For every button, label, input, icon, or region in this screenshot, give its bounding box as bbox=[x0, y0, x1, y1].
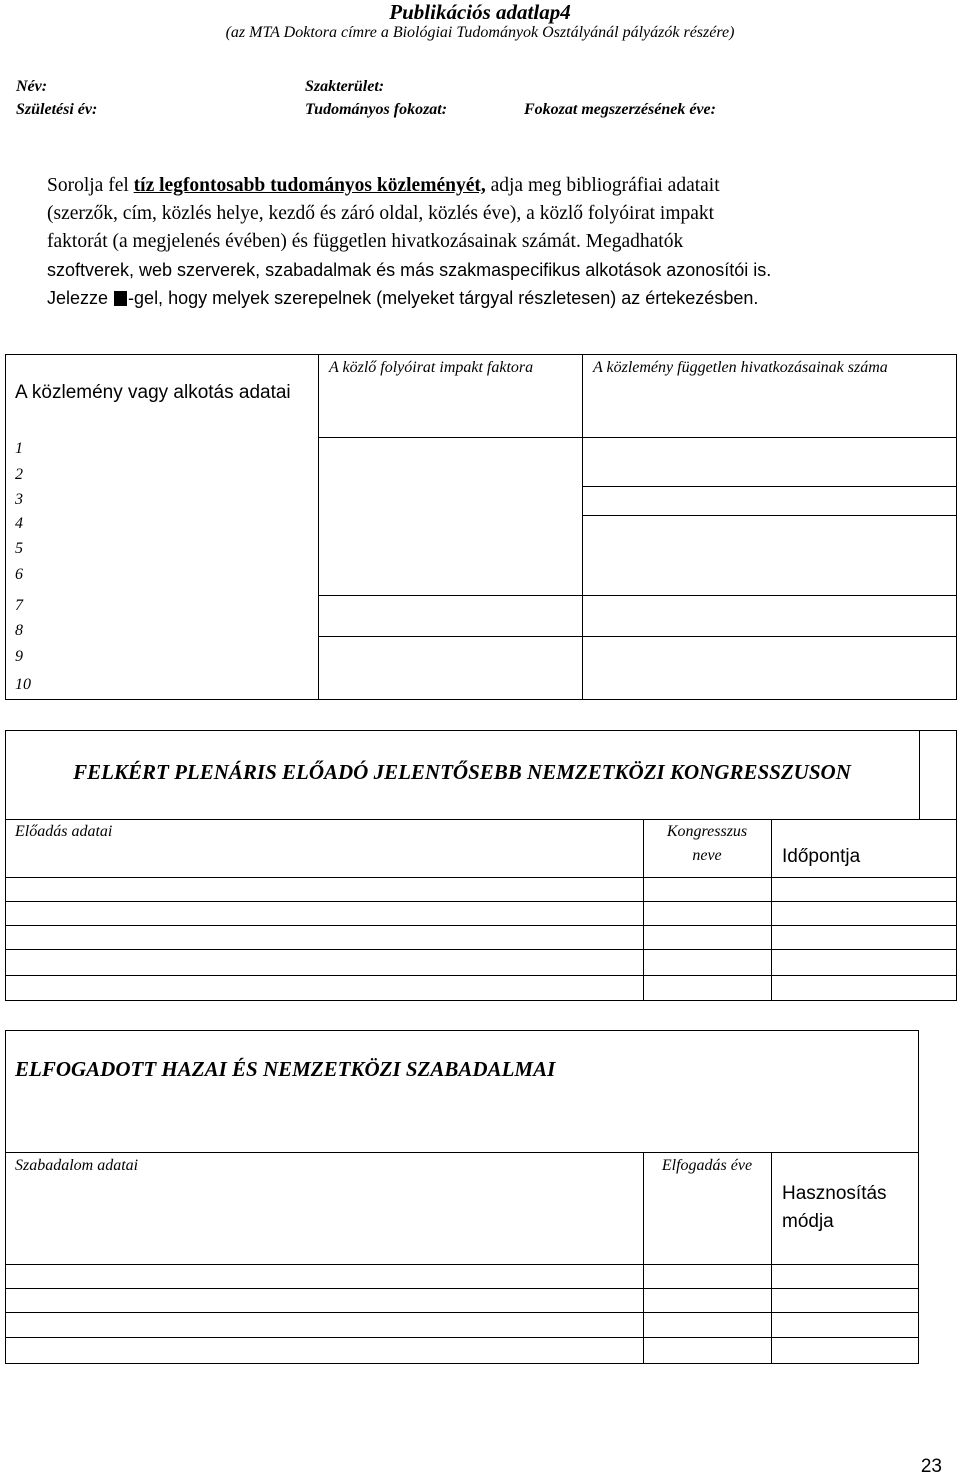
instructions-line-3: faktorát (a megjelenés évében) és független hivatkozásainak számát. Megadhatók bbox=[47, 231, 684, 252]
congress-name-header: Kongresszus neve bbox=[666, 823, 748, 864]
table-row-number: 10 bbox=[15, 676, 31, 693]
field-label: Szakterület: bbox=[305, 78, 385, 95]
publication-data-header: A közlemény vagy alkotás adatai bbox=[15, 382, 291, 403]
utilization-header: Hasznosítás módja bbox=[782, 1183, 887, 1232]
patents-title: ELFOGADOTT HAZAI ÉS NEMZETKÖZI SZABADALMAI bbox=[15, 1057, 556, 1081]
instructions-line-1: Sorolja fel tíz legfontosabb tudományos közleményét, adja meg bibliográfiai adatait bbox=[47, 175, 720, 196]
birth-year-label: Születési év: bbox=[16, 101, 98, 118]
instructions bbox=[47, 172, 927, 312]
table-row-number: 2 bbox=[15, 466, 23, 483]
page-title: Publikációs adatlap4 bbox=[389, 0, 571, 24]
degree-label: Tudományos fokozat: bbox=[305, 101, 448, 118]
degree-year-label: Fokozat megszerzésének éve: bbox=[524, 101, 716, 118]
table-row-number: 7 bbox=[15, 597, 23, 614]
patent-data-header: Szabadalom adatai bbox=[15, 1157, 139, 1174]
table-row-number: 8 bbox=[15, 622, 23, 639]
page-subtitle: (az MTA Doktora címre a Biológiai Tudományok Osztályánál pályázók részére) bbox=[225, 24, 735, 41]
lectures-title: FELKÉRT PLENÁRIS ELŐADÓ JELENTŐSEBB NEMZETKÖZI KONGRESSZUSON bbox=[73, 760, 851, 784]
lecture-data-header: Előadás adatai bbox=[15, 823, 113, 840]
name-label: Név: bbox=[16, 78, 48, 95]
table-row-number: 4 bbox=[15, 515, 23, 532]
impact-factor-header: A közlő folyóirat impakt faktora bbox=[329, 359, 534, 376]
table-row-number: 3 bbox=[15, 491, 23, 508]
instructions-line-2: (szerzők, cím, közlés helye, kezdő és záró oldal, közlés éve), a közlő folyóirat impakt bbox=[47, 203, 715, 224]
citations-header: A közlemény független hivatkozásainak száma bbox=[593, 359, 888, 376]
table-row-number: 1 bbox=[15, 440, 23, 457]
instructions-line-4: szoftverek, web szerverek, szabadalmak és más szakmaspecifikus alkotások azonosítói is. bbox=[47, 260, 772, 280]
acceptance-year-header: Elfogadás éve bbox=[661, 1157, 753, 1174]
page-number: 23 bbox=[920, 1456, 942, 1477]
instructions-emphasis: tíz legfontosabb tudományos közleményét, bbox=[133, 175, 486, 196]
table-row-number: 5 bbox=[15, 540, 23, 557]
black-square-icon bbox=[114, 291, 127, 306]
instructions-line-5: Jelezze -gel, hogy melyek szerepelnek (melyeket tárgyal részletesen) az értekezésben. bbox=[47, 288, 759, 308]
table-row-number: 6 bbox=[15, 566, 23, 583]
table-row-number: 9 bbox=[15, 648, 23, 665]
lecture-date-header: Időpontja bbox=[782, 846, 861, 867]
